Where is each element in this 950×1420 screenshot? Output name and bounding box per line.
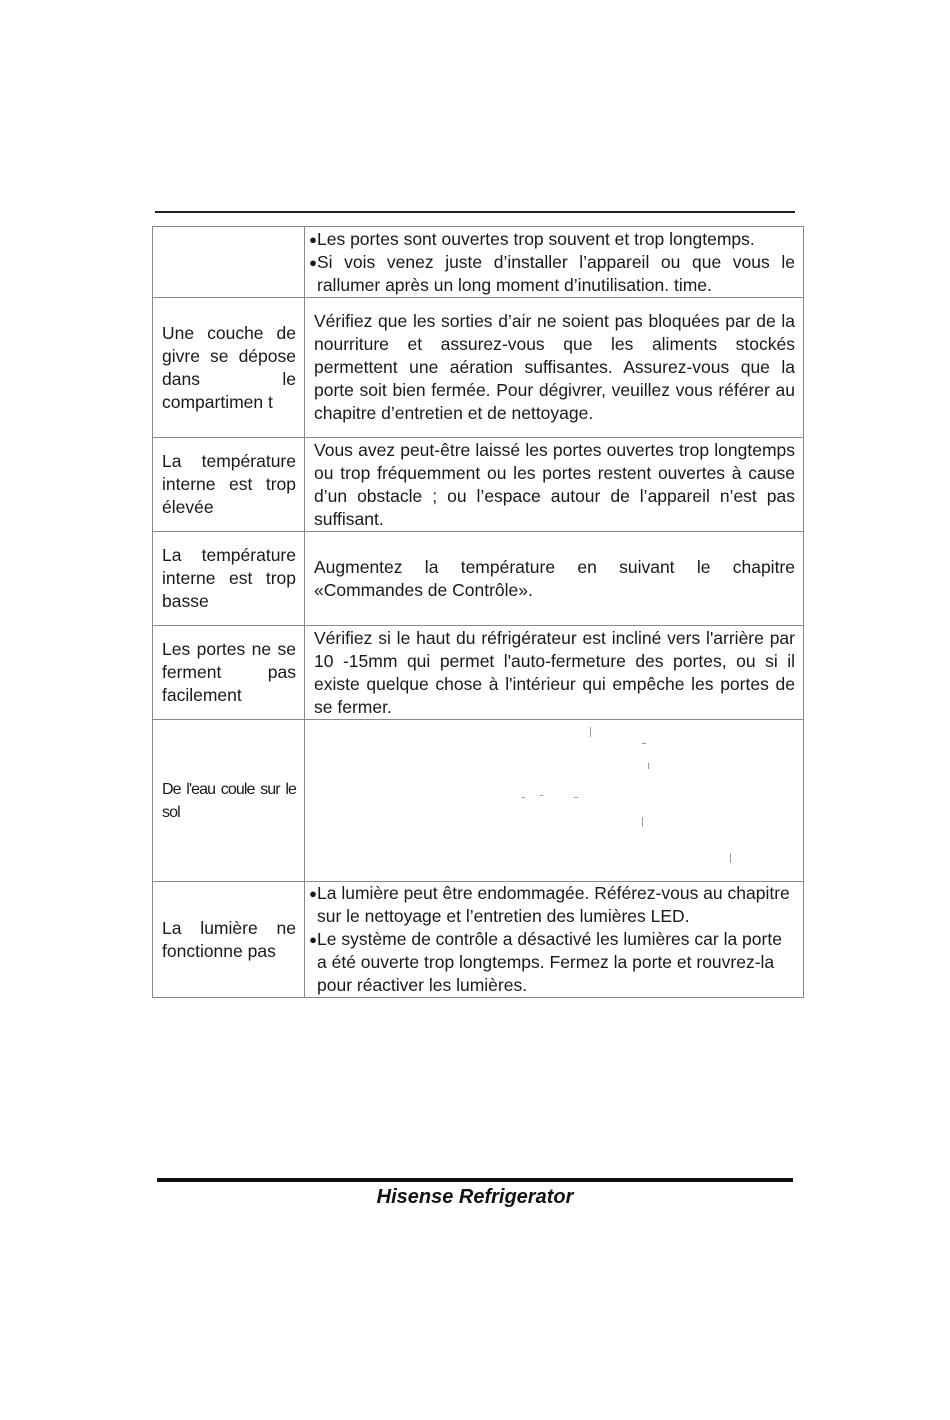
- solution-cell: Vous avez peut-être laissé les portes ouvertes trop longtemps ou trop fréquemment ou les portes restent ouvertes à cause d’un obstacle ; ou l’espace autour de l’appareil n’est pas suffisant.: [305, 438, 804, 532]
- artifact-mark: [590, 727, 591, 737]
- problem-cell: La température interne est trop basse: [153, 532, 305, 626]
- artifact-mark: [642, 817, 643, 827]
- footer-brand: Hisense Refrigerator: [376, 1186, 574, 1208]
- table-row: [153, 882, 804, 998]
- table-row: [153, 438, 804, 532]
- blank-solution-area: [314, 721, 795, 881]
- problem-cell: La température interne est trop élevée: [153, 438, 305, 532]
- artifact-mark: [522, 797, 525, 798]
- artifact-mark: [648, 763, 649, 769]
- artifact-mark: [574, 797, 578, 798]
- problem-cell: Les portes ne se ferment pas facilement: [153, 626, 305, 720]
- solution-cell: [305, 720, 804, 882]
- bullet-icon: ●: [309, 886, 317, 901]
- table-row: [153, 626, 804, 720]
- solution-cell: [305, 882, 804, 998]
- problem-cell: La lumière ne fonctionne pas: [153, 882, 305, 998]
- artifact-mark: [642, 743, 646, 744]
- solution-cell: Vérifiez que les sorties d’air ne soient pas bloquées par de la nourriture et assurez-vous que les aliments stockés permettent une aération suffisantes. Assurez-vous que la porte soit bien fermée. Pour dégivrer, veuillez vous référer au chapitre d’entretien et de nettoyage.: [305, 298, 804, 438]
- list-item: [305, 251, 795, 297]
- troubleshooting-table: [152, 226, 804, 998]
- bullet-text: Le système de contrôle a désactivé les lumières car la porte a été ouverte trop longtemps. Fermez la porte et rouvrez-la pour réactiver les lumières.: [317, 929, 782, 995]
- table-row: [153, 298, 804, 438]
- table-row: [153, 532, 804, 626]
- bullet-icon: ●: [309, 231, 317, 247]
- bullet-text: Si vois venez juste d’installer l’appareil ou que vous le rallumer après un long moment d’inutilisation. time.: [317, 251, 795, 295]
- table-row: [153, 720, 804, 882]
- problem-cell: Une couche de givre se dépose dans le compartimen t: [153, 298, 305, 438]
- problem-cell: De l'eau coule sur le sol: [153, 720, 305, 882]
- bullet-icon: ●: [309, 932, 317, 947]
- problem-cell: [153, 227, 305, 298]
- solution-cell: Vérifiez si le haut du réfrigérateur est incliné vers l'arrière par 10 -15mm qui permet l'auto-fermeture des portes, ou si il existe quelque chose à l'intérieur qui empêche les portes de se fermer.: [305, 626, 804, 720]
- bullet-text: Les portes sont ouvertes trop souvent et trop longtemps.: [317, 228, 755, 249]
- table-row: [153, 227, 804, 298]
- solution-cell: [305, 227, 804, 298]
- bullet-text: La lumière peut être endommagée. Référez-vous au chapitre sur le nettoyage et l’entretien des lumières LED.: [317, 883, 790, 926]
- artifact-mark: [540, 795, 543, 796]
- artifact-mark: [730, 853, 731, 863]
- header-rule: [155, 211, 795, 213]
- list-item: [305, 928, 795, 997]
- list-item: [305, 228, 795, 251]
- bullet-icon: ●: [309, 254, 317, 270]
- footer-rule: [157, 1178, 793, 1182]
- solution-cell: Augmentez la température en suivant le chapitre «Commandes de Contrôle».: [305, 532, 804, 626]
- list-item: [305, 882, 795, 928]
